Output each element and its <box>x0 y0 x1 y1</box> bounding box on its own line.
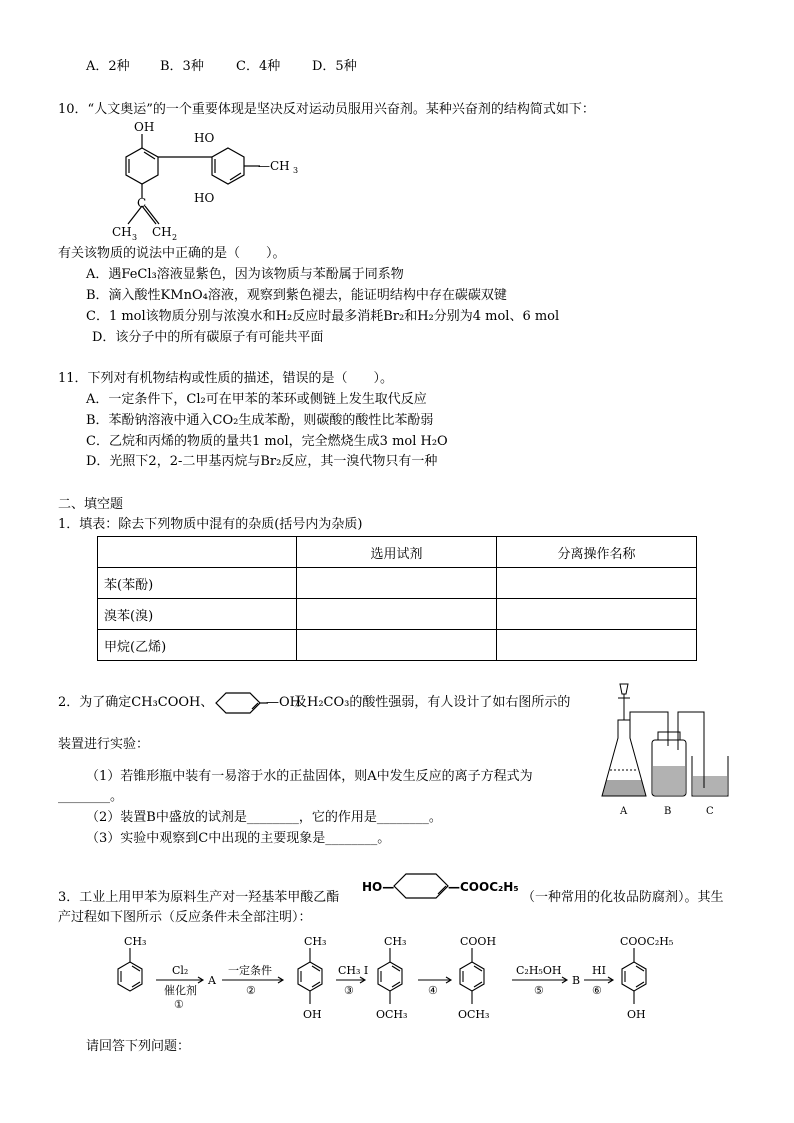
scheme-A: A <box>208 974 216 987</box>
q11-option-d: D．光照下2，2-二甲基丙烷与Br₂反应，其一溴代物只有一种 <box>86 454 438 469</box>
section-title: 二、填空题 <box>58 497 124 512</box>
q10-oh-top-label: OH <box>134 120 155 134</box>
apparatus-label-b: B <box>664 806 672 817</box>
q10-option-a: A．遇FeCl₃溶液显紫色，因为该物质与苯酚属于同系物 <box>86 267 404 282</box>
table-header-row <box>98 537 697 568</box>
operation-blank-cell[interactable] <box>497 630 697 661</box>
table-row <box>98 568 697 599</box>
q10-ch3-left-sub: 3 <box>132 233 138 242</box>
reaction-scheme-diagram <box>110 932 710 1038</box>
scheme-step2: ② <box>246 984 256 997</box>
table-header-cell <box>98 537 297 568</box>
scheme-step6: ⑥ <box>592 984 602 997</box>
scheme-och3-1: OCH₃ <box>376 1008 408 1021</box>
table-row-label: 苯(苯酚) <box>98 568 297 599</box>
q10-option-c: C．1 mol该物质分别与浓溴水和H₂反应时最多消耗Br₂和H₂分别为4 mol、6 mol <box>86 309 560 324</box>
scheme-step4: ④ <box>428 984 438 997</box>
q10-c-label: C <box>137 196 147 210</box>
fill2-stem-b: 及H₂CO₃的酸性强弱，有人设计了如右图所示的 <box>294 695 571 710</box>
fill3-stem-c: 产过程如下图所示（反应条件未全部注明）： <box>58 910 312 925</box>
reagent-blank-cell[interactable] <box>297 599 497 630</box>
scheme-cooh: COOH <box>460 935 497 948</box>
scheme-c2h5oh: C₂H₅OH <box>516 964 562 977</box>
operation-blank-cell[interactable] <box>497 568 697 599</box>
reagent-blank-cell[interactable] <box>297 568 497 599</box>
q10-option-b: B．滴入酸性KMnO₄溶液，观察到紫色褪去，能证明结构中存在碳碳双键 <box>86 288 507 303</box>
q10-stem: 10．“人文奥运”的一个重要体现是坚决反对运动员服用兴奋剂。某种兴奋剂的结构简式如下： <box>58 102 595 117</box>
reagent-blank-cell[interactable] <box>297 630 497 661</box>
fill2-stem-a: 2．为了确定CH₃COOH、 <box>58 695 214 710</box>
q11-stem: 11．下列对有机物结构或性质的描述，错误的是（ ）。 <box>58 371 394 386</box>
q10-ch3-label: —CH <box>258 159 290 173</box>
scheme-ch3-3: CH₃ <box>384 935 407 948</box>
q10-ch3-left-label: CH <box>112 225 132 239</box>
q10-ch3-sub: 3 <box>293 166 299 175</box>
fill1-table <box>97 536 697 661</box>
scheme-oh-1: OH <box>303 1008 322 1021</box>
q10-ho1-label: HO <box>194 131 215 145</box>
fill1-stem: 1．填表：除去下列物质中混有的杂质(括号内为杂质) <box>58 517 363 532</box>
fill3-stem-a: 3．工业上用甲苯为原料生产对一羟基苯甲酸乙酯 <box>58 890 340 905</box>
scheme-condition: 一定条件 <box>228 964 272 977</box>
scheme-cl2: Cl₂ <box>172 964 189 977</box>
q10-option-d: D．该分子中的所有碳原子有可能共平面 <box>92 330 324 345</box>
fill2-oh: —OH <box>266 695 301 710</box>
scheme-hi: HI <box>592 964 606 977</box>
table-row <box>98 599 697 630</box>
q10-ch2-label: CH <box>152 225 172 239</box>
q10-structure-diagram <box>100 118 330 246</box>
scheme-step3: ③ <box>344 984 354 997</box>
scheme-cooc2h5: COOC₂H₅ <box>620 935 674 948</box>
q11-option-c: C．乙烷和丙烯的物质的量共1 mol，完全燃烧生成3 mol H₂O <box>86 434 448 449</box>
q11-option-b: B．苯酚钠溶液中通入CO₂生成苯酚，则碳酸的酸性比苯酚弱 <box>86 413 434 428</box>
scheme-B: B <box>572 974 581 987</box>
fill2-part1-end: ________。 <box>58 789 124 804</box>
apparatus-diagram <box>600 680 732 820</box>
scheme-catalyst: 催化剂 <box>164 984 197 997</box>
table-row <box>98 630 697 661</box>
scheme-ch3i: CH₃ I <box>338 964 369 977</box>
scheme-oh-2: OH <box>627 1008 646 1021</box>
q9-option-d: D．5种 <box>312 59 357 74</box>
q9-option-a: A．2种 <box>86 59 130 74</box>
scheme-step1: ① <box>174 998 184 1011</box>
cyclohexenol-ring-icon <box>212 688 272 718</box>
scheme-step5: ⑤ <box>534 984 544 997</box>
fill3-ho: HO— <box>362 880 395 894</box>
apparatus-label-a: A <box>620 806 628 817</box>
q9-option-c: C．4种 <box>236 59 281 74</box>
fill3-ask: 请回答下列问题： <box>86 1039 191 1054</box>
q11-option-a: A．一定条件下，Cl₂可在甲苯的苯环或侧链上发生取代反应 <box>86 392 427 407</box>
scheme-och3-2: OCH₃ <box>458 1008 490 1021</box>
fill2-part3: （3）实验中观察到C中出现的主要现象是________。 <box>86 831 391 846</box>
fill2-part1: （1）若锥形瓶中装有一易溶于水的正盐固体，则A中发生反应的离子方程式为 <box>86 769 533 784</box>
table-row-label: 甲烷(乙烯) <box>98 630 297 661</box>
q10-ho2-label: HO <box>194 191 215 205</box>
operation-blank-cell[interactable] <box>497 599 697 630</box>
q10-ch2-sub: 2 <box>172 233 178 242</box>
fill2-stem-c: 装置进行实验： <box>58 737 150 752</box>
fill2-part2: （2）装置B中盛放的试剂是________，它的作用是________。 <box>86 810 442 825</box>
fill3-stem-b: （一种常用的化妆品防腐剂）。其生 <box>522 890 724 905</box>
fill3-cooc2h5: —COOC₂H₅ <box>448 880 519 894</box>
table-header-cell: 选用试剂 <box>297 537 497 568</box>
apparatus-label-c: C <box>706 806 714 817</box>
table-row-label: 溴苯(溴) <box>98 599 297 630</box>
table-header-cell: 分离操作名称 <box>497 537 697 568</box>
q9-option-b: B．3种 <box>160 59 204 74</box>
scheme-ch3-1: CH₃ <box>124 935 147 948</box>
scheme-ch3-2: CH₃ <box>304 935 327 948</box>
q10-question: 有关该物质的说法中正确的是（ ）。 <box>58 246 286 261</box>
